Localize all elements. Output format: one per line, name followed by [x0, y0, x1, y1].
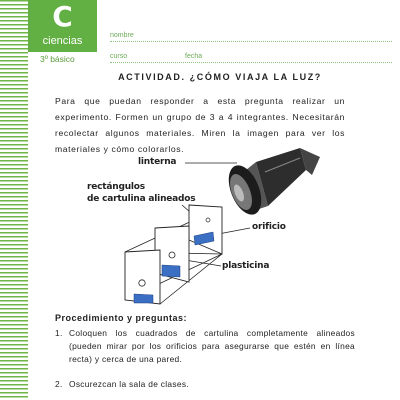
step-text: Oscurezcan la sala de clases.: [69, 379, 189, 389]
procedure-heading: Procedimiento y preguntas:: [55, 313, 188, 323]
step-number: 1.: [55, 328, 63, 338]
cards-label-line2: de cartulina alineados: [87, 194, 196, 204]
clay-label: plasticina: [222, 261, 270, 271]
activity-title: ACTIVIDAD. ¿CÓMO VIAJA LA LUZ?: [118, 72, 322, 82]
cards-label-line1: rectángulos: [87, 182, 145, 192]
procedure-step: [55, 327, 355, 366]
step-text: Coloquen los cuadrados de cartulina completamente alineados (pueden mirar por los orificios para asegurarse que estén en línea recta) y cerca de una pared.: [69, 328, 355, 364]
course-label: curso: [110, 53, 128, 60]
intro-paragraph: Para que puedan responder a esta pregunta realizar un experimento. Formen un grupo de 3 a 4 integrantes. Necesitarán recolectar algunos materiales. Miren la imagen para ver los materiales y cómo colorarlos.: [55, 96, 345, 154]
card-back: [189, 205, 222, 254]
subject-letter: C: [52, 0, 73, 33]
card-front: [125, 250, 160, 304]
step-number: 2.: [55, 379, 63, 389]
procedure-step: [55, 378, 355, 391]
flashlight-label: linterna: [138, 157, 177, 167]
hole-label: orificio: [252, 222, 286, 232]
date-label: fecha: [185, 53, 203, 60]
name-label: nombre: [110, 32, 134, 39]
flashlight-icon: [222, 148, 320, 219]
subject-name: ciencias: [42, 35, 83, 47]
grade-label: 3º básico: [40, 54, 75, 64]
